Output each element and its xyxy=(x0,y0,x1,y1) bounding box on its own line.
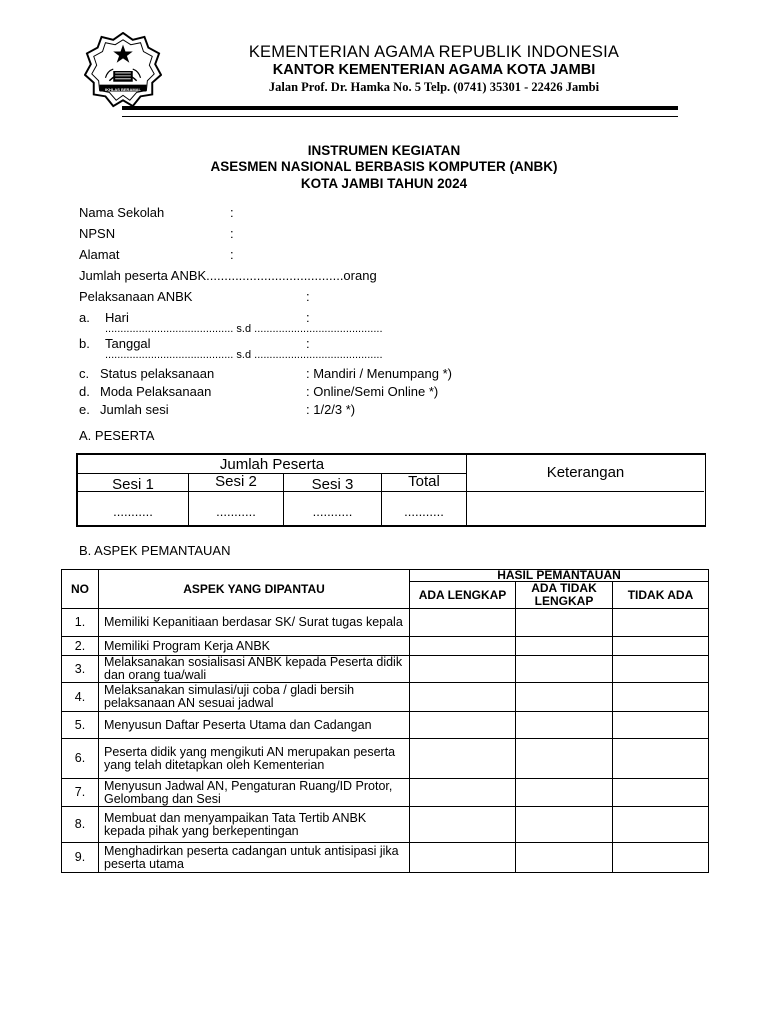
npsn-label: NPSN xyxy=(79,226,116,241)
ada-lengkap-cell[interactable] xyxy=(410,739,516,779)
pelaksanaan-colon: : xyxy=(306,289,310,304)
table-row xyxy=(62,637,709,656)
total-header: Total xyxy=(408,473,440,490)
office-name: KANTOR KEMENTERIAN AGAMA KOTA JAMBI xyxy=(272,62,596,78)
table-row xyxy=(62,843,709,873)
jumlah-peserta-line: Jumlah peserta ANBK......................................orang xyxy=(79,268,377,283)
tanggal-colon: : xyxy=(306,336,310,351)
title-line-3: KOTA JAMBI TAHUN 2024 xyxy=(300,176,468,191)
letterhead xyxy=(180,42,688,96)
moda-value: : Online/Semi Online *) xyxy=(306,384,439,399)
row-aspek: Membuat dan menyampaikan Tata Tertib ANBK kepada pihak yang berkepentingan xyxy=(99,807,410,843)
ministry-name: KEMENTERIAN AGAMA REPUBLIK INDONESIA xyxy=(248,43,620,61)
npsn-colon: : xyxy=(230,226,234,241)
sesi-2-value: ........... xyxy=(216,504,256,519)
row-aspek: Menyusun Daftar Peserta Utama dan Cadangan xyxy=(99,712,410,739)
sesi-3-header: Sesi 3 xyxy=(311,476,354,493)
ada-tidak-lengkap-cell[interactable] xyxy=(516,779,613,807)
tidak-ada-cell[interactable] xyxy=(613,683,709,712)
moda-label: Moda Pelaksanaan xyxy=(100,384,212,399)
ada-tidak-lengkap-cell[interactable] xyxy=(516,609,613,637)
sesi-marker: e. xyxy=(79,402,90,417)
tidak-ada-cell[interactable] xyxy=(613,779,709,807)
ada-tidak-lengkap-cell[interactable] xyxy=(516,683,613,712)
ada-lengkap-cell[interactable] xyxy=(410,779,516,807)
ada-tidak-lengkap-cell[interactable] xyxy=(516,843,613,873)
status-value: : Mandiri / Menumpang *) xyxy=(306,366,452,381)
sesi-1-value: ........... xyxy=(113,504,153,519)
row-number: 8. xyxy=(62,807,99,843)
total-value: ........... xyxy=(404,504,444,519)
row-number: 6. xyxy=(62,739,99,779)
tidak-ada-cell[interactable] xyxy=(613,843,709,873)
ada-tidak-lengkap-cell[interactable] xyxy=(516,656,613,683)
ada-tidak-lengkap-cell[interactable] xyxy=(516,637,613,656)
tidak-ada-cell[interactable] xyxy=(613,739,709,779)
hari-label: Hari xyxy=(105,310,129,325)
ada-lengkap-cell[interactable] xyxy=(410,637,516,656)
ada-tidak-lengkap-header: ADA TIDAK LENGKAP xyxy=(516,582,613,609)
hasil-pemantauan-header: HASIL PEMANTAUAN xyxy=(410,570,709,582)
table-row xyxy=(62,807,709,843)
ada-tidak-lengkap-cell[interactable] xyxy=(516,807,613,843)
hari-range: .......................................... s.d .......................................... xyxy=(105,323,383,335)
ada-lengkap-cell[interactable] xyxy=(410,712,516,739)
no-header: NO xyxy=(62,570,99,609)
hari-marker: a. xyxy=(79,310,90,325)
section-b-heading: B. ASPEK PEMANTAUAN xyxy=(79,543,231,558)
row-aspek: Menyusun Jadwal AN, Pengaturan Ruang/ID Protor, Gelombang dan Sesi xyxy=(99,779,410,807)
table-row xyxy=(62,656,709,683)
row-aspek: Melaksanakan sosialisasi ANBK kepada Peserta didik dan orang tua/wali xyxy=(99,656,410,683)
title-line-2: ASESMEN NASIONAL BERBASIS KOMPUTER (ANBK) xyxy=(210,159,558,174)
table-row xyxy=(62,739,709,779)
alamat-label: Alamat xyxy=(79,247,120,262)
aspek-pemantauan-table xyxy=(61,569,709,873)
tidak-ada-header: TIDAK ADA xyxy=(613,582,709,609)
row-number: 9. xyxy=(62,843,99,873)
row-number: 4. xyxy=(62,683,99,712)
keterangan-header: Keterangan xyxy=(546,464,625,481)
alamat-colon: : xyxy=(230,247,234,262)
tanggal-label: Tanggal xyxy=(105,336,151,351)
jumlah-peserta-header: Jumlah Peserta xyxy=(219,456,325,473)
ada-lengkap-header: ADA LENGKAP xyxy=(410,582,516,609)
row-aspek: Peserta didik yang mengikuti AN merupakan peserta yang telah ditetapkan oleh Kementerian xyxy=(99,739,410,779)
ada-lengkap-cell[interactable] xyxy=(410,656,516,683)
sesi-1-header: Sesi 1 xyxy=(112,476,154,493)
status-marker: c. xyxy=(79,366,90,381)
row-aspek: Memiliki Kepanitiaan berdasar SK/ Surat tugas kepala xyxy=(99,609,410,637)
peserta-table xyxy=(76,453,706,527)
tidak-ada-cell[interactable] xyxy=(613,712,709,739)
sesi-label: Jumlah sesi xyxy=(100,402,169,417)
section-a-heading: A. PESERTA xyxy=(79,428,155,443)
table-row xyxy=(62,609,709,637)
sesi-3-value: ........... xyxy=(312,504,353,519)
ada-lengkap-cell[interactable] xyxy=(410,683,516,712)
ada-tidak-lengkap-cell[interactable] xyxy=(516,739,613,779)
table-row xyxy=(62,712,709,739)
tidak-ada-cell[interactable] xyxy=(613,637,709,656)
tidak-ada-cell[interactable] xyxy=(613,807,709,843)
row-aspek: Memiliki Program Kerja ANBK xyxy=(99,637,410,656)
status-label: Status pelaksanaan xyxy=(100,366,215,381)
ada-tidak-lengkap-cell[interactable] xyxy=(516,712,613,739)
tanggal-marker: b. xyxy=(79,336,90,351)
moda-marker: d. xyxy=(79,384,90,399)
nama-sekolah-colon: : xyxy=(230,205,234,220)
row-number: 3. xyxy=(62,656,99,683)
row-number: 5. xyxy=(62,712,99,739)
logo-ribbon-text: IKHLAS BERAMAL xyxy=(105,87,141,92)
ada-lengkap-cell[interactable] xyxy=(410,843,516,873)
row-number: 1. xyxy=(62,609,99,637)
letterhead-thick-rule xyxy=(122,106,678,110)
table-row xyxy=(62,683,709,712)
row-aspek: Menghadirkan peserta cadangan untuk antisipasi jika peserta utama xyxy=(99,843,410,873)
pelaksanaan-label: Pelaksanaan ANBK xyxy=(79,289,193,304)
table-row xyxy=(62,779,709,807)
sesi-value: : 1/2/3 *) xyxy=(306,402,356,417)
row-number: 7. xyxy=(62,779,99,807)
nama-sekolah-label: Nama Sekolah xyxy=(79,205,165,220)
sesi-2-header: Sesi 2 xyxy=(215,473,257,490)
aspek-header: ASPEK YANG DIPANTAU xyxy=(99,570,410,609)
kementerian-agama-logo xyxy=(84,32,162,110)
ada-lengkap-cell[interactable] xyxy=(410,609,516,637)
title-line-1: INSTRUMEN KEGIATAN xyxy=(307,143,461,158)
ada-lengkap-cell[interactable] xyxy=(410,807,516,843)
letterhead-thin-rule xyxy=(122,116,678,117)
row-number: 2. xyxy=(62,637,99,656)
row-aspek: Melaksanakan simulasi/uji coba / gladi bersih pelaksanaan AN sesuai jadwal xyxy=(99,683,410,712)
hari-colon: : xyxy=(306,310,310,325)
tidak-ada-cell[interactable] xyxy=(613,656,709,683)
tidak-ada-cell[interactable] xyxy=(613,609,709,637)
tanggal-range: .......................................... s.d .......................................... xyxy=(105,349,383,361)
office-address: Jalan Prof. Dr. Hamka No. 5 Telp. (0741) 35301 - 22426 Jambi xyxy=(268,80,600,94)
